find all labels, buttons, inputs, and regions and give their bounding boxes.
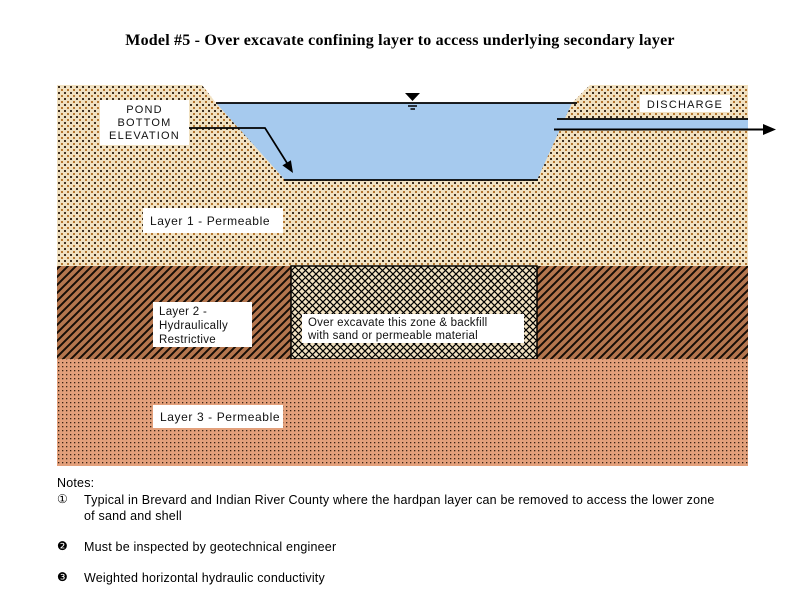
overexcavate-label-line1: Over excavate this zone & backfill <box>308 317 488 329</box>
layer2-label-line2: Hydraulically <box>159 320 229 332</box>
note-item-3 <box>57 570 757 586</box>
overexcavate-zone <box>291 266 537 359</box>
note-1-text: Typical in Brevard and Indian River County where the hardpan layer can be removed to access the lower zone of sand and shell <box>84 493 715 524</box>
pond-bottom-label-line3: ELEVATION <box>109 130 180 142</box>
note-2-bullet-icon: ❷ <box>57 538 68 553</box>
pond-bottom-label-line2: BOTTOM <box>117 117 172 129</box>
notes-heading: Notes: <box>57 476 95 490</box>
discharge-label: DISCHARGE <box>646 99 724 111</box>
note-1-bullet-icon: ① <box>57 492 68 506</box>
overexcavate-label-line2: with sand or permeable material <box>308 330 478 342</box>
layer2-label-line3: Restrictive <box>159 334 216 346</box>
diagram-title: Model #5 - Over excavate confining layer to access underlying secondary layer <box>125 32 675 49</box>
pond-sky-notch <box>202 85 590 103</box>
note-item-2 <box>57 539 757 555</box>
layer3-label: Layer 3 - Permeable <box>160 410 281 424</box>
discharge-channel <box>552 119 748 130</box>
pond-bottom-label-line1: POND <box>126 104 163 116</box>
layer1-label: Layer 1 - Permeable <box>150 214 271 228</box>
layer2-label-line1: Layer 2 - <box>159 306 208 318</box>
cross-section-diagram <box>57 85 782 467</box>
note-3-text: Weighted horizontal hydraulic conductivity <box>84 570 325 585</box>
note-2-text: Must be inspected by geotechnical engineer <box>84 539 337 554</box>
note-item-1 <box>57 492 757 525</box>
notes-section <box>57 476 757 586</box>
note-3-bullet-icon: ❸ <box>57 569 68 584</box>
